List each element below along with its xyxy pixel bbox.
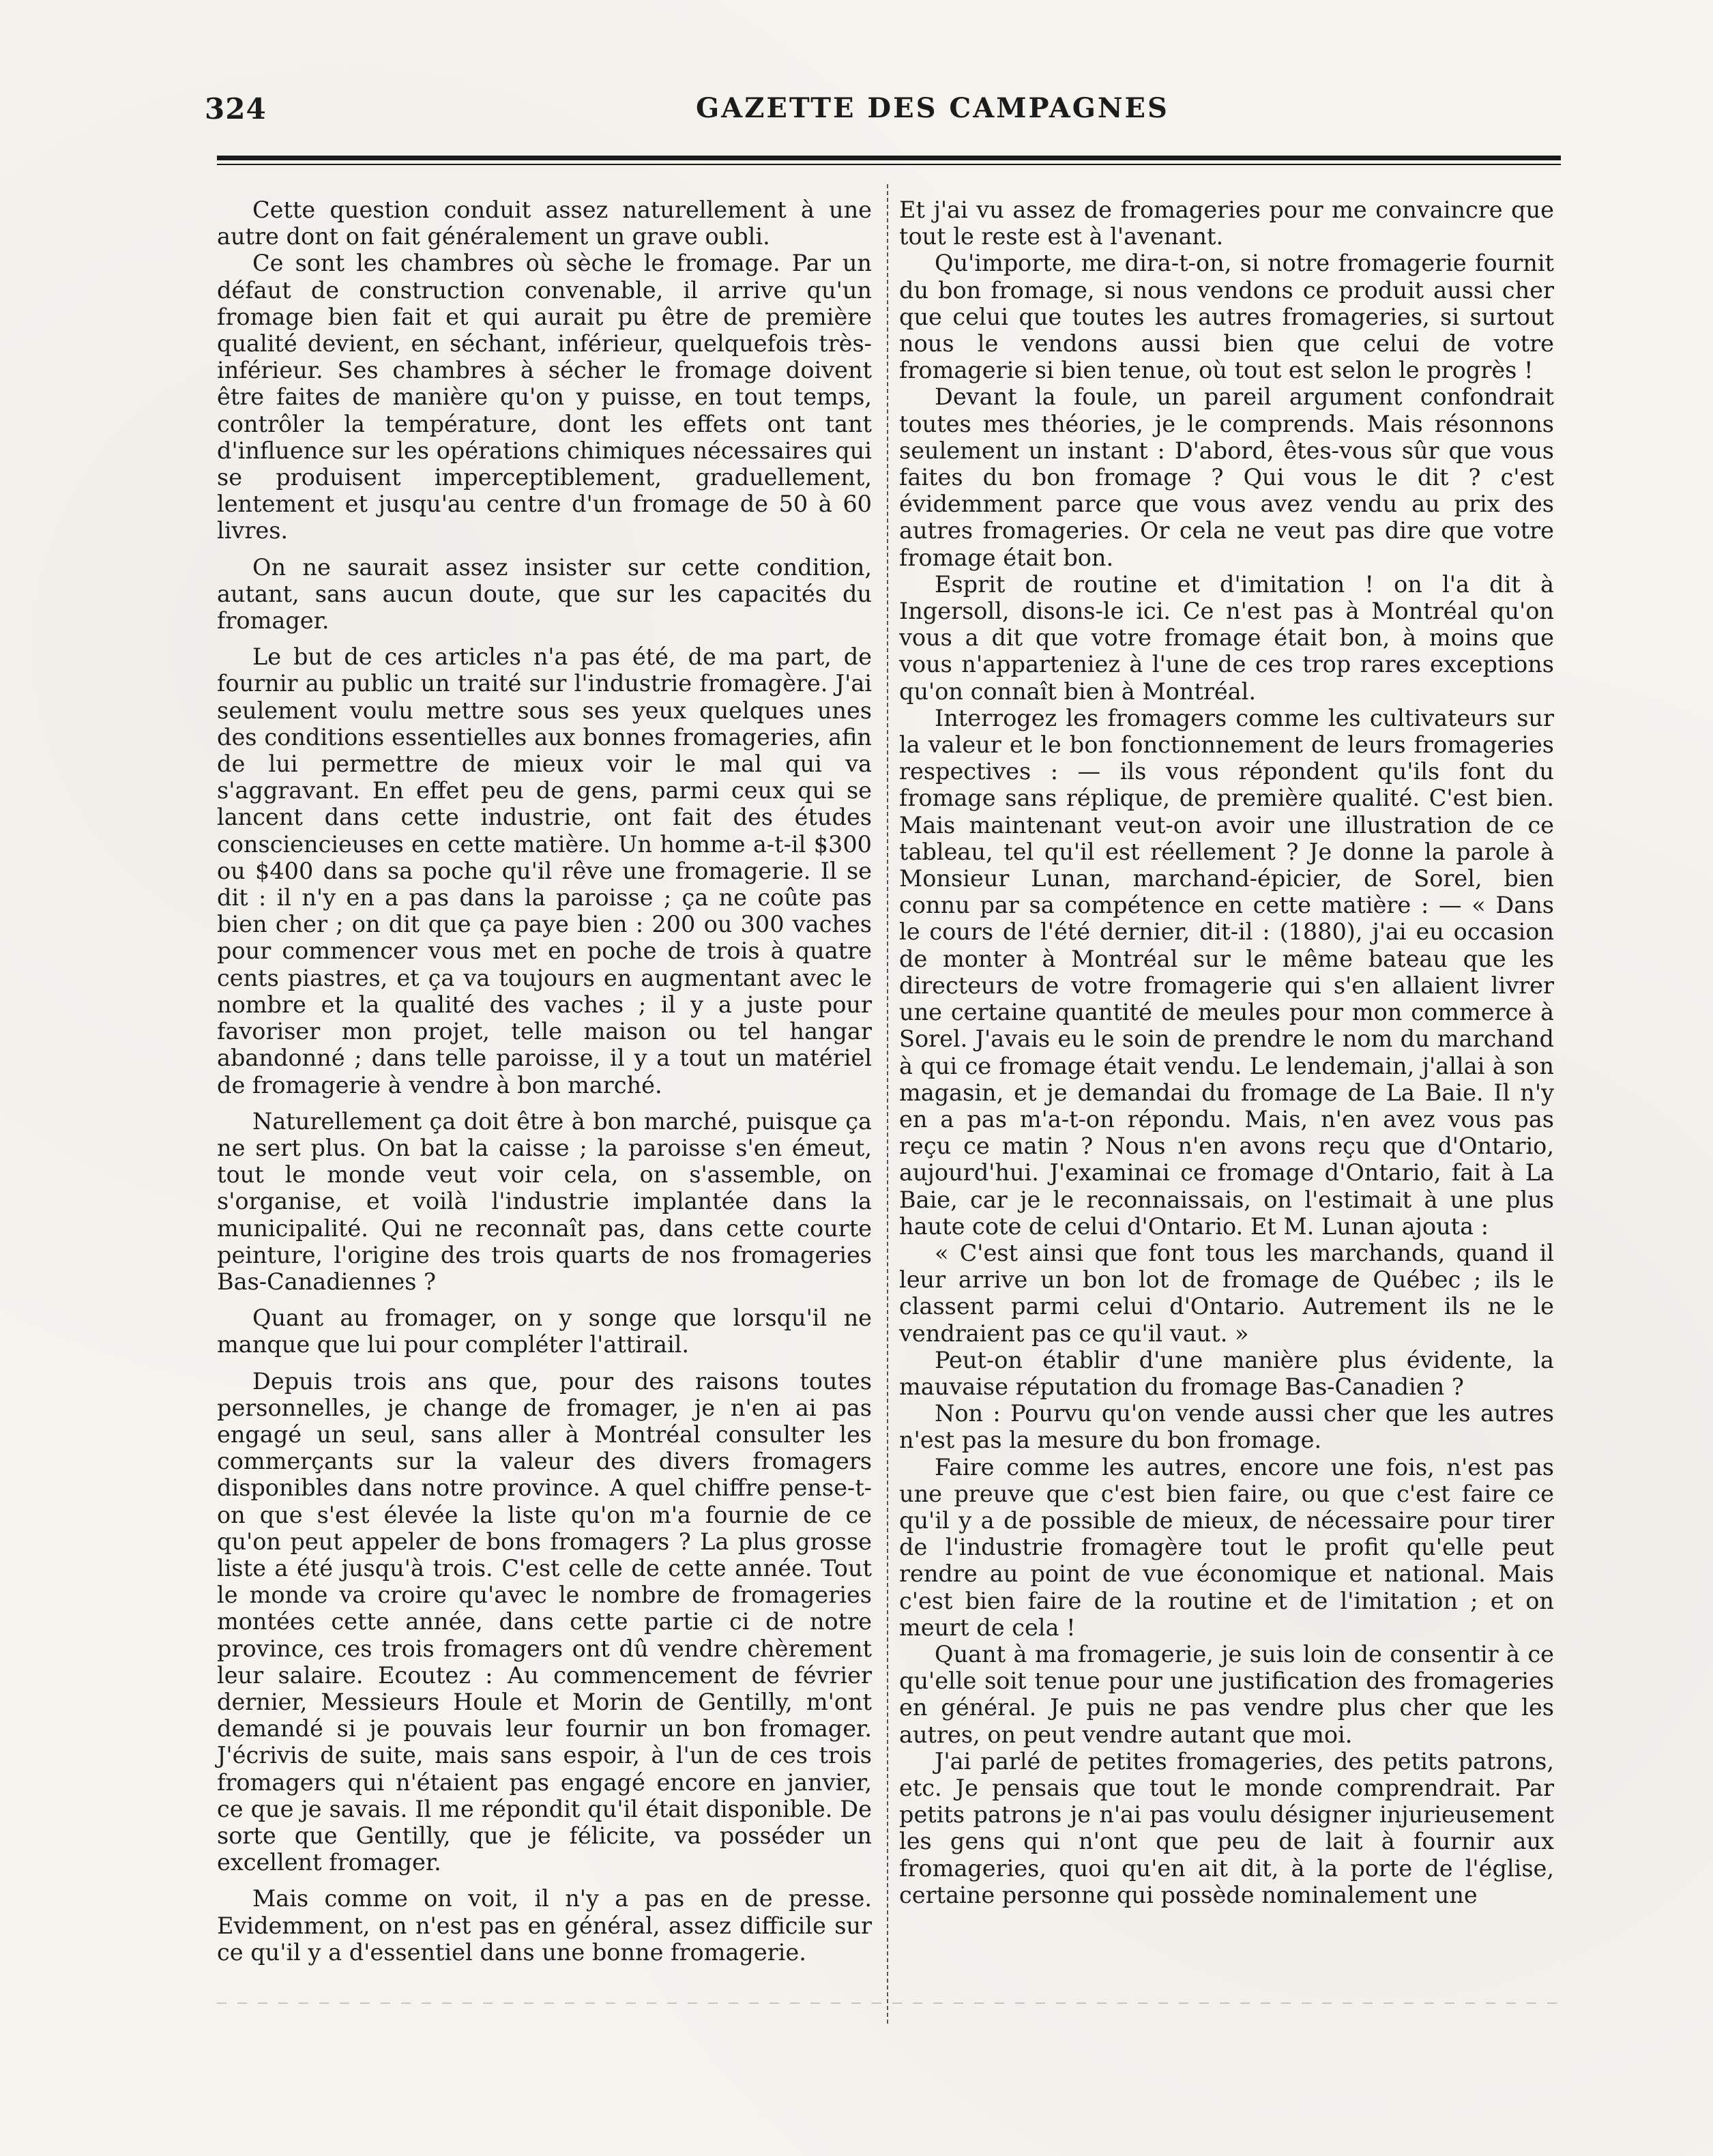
page-header <box>205 92 1569 133</box>
header-rule-thin <box>217 164 1561 165</box>
paragraph: Le but de ces articles n'a pas été, de ma part, de fournir au public un traité sur l'industrie fromagère. J'ai seulement voulu mettre sous ses yeux quelques unes des conditions essentielles aux bonnes fromageries, afin de lui permettre de mieux voir le mal qui va s'aggravant. En effet peu de gens, parmi ceux qui se lancent dans cette industrie, ont fait des études consciencieuses en cette matière. Un homme a-t-il $300 ou $400 dans sa poche qu'il rêve une fromagerie. Il se dit : il n'y en a pas dans la paroisse ; ça ne coûte pas bien cher ; on dit que ça paye bien : 200 ou 300 vaches pour commencer vous met en poche de trois à quatre cents piastres, et ça va toujours en augmentant avec le nombre et la qualité des vaches ; il y a juste pour favoriser mon projet, telle maison ou tel hangar abandonné ; dans telle paroisse, il y a tout un matériel de fromagerie à vendre à bon marché. <box>217 643 872 1098</box>
right-column <box>899 196 1554 1908</box>
paragraph: « C'est ainsi que font tous les marchands, quand il leur arrive un bon lot de fromage de Québec ; ils le classent parmi celui d'Ontario. Autrement ils ne le vendraient pas ce qu'il vaut. » <box>899 1239 1554 1347</box>
paragraph: Naturellement ça doit être à bon marché, puisque ça ne sert plus. On bat la caisse ; la paroisse s'en émeut, tout le monde veut voir cela, on s'assemble, on s'organise, et voilà l'industrie implantée dans la municipalité. Qui ne reconnaît pas, dans cette courte peinture, l'origine des trois quarts de nos fromageries Bas-Canadiennes ? <box>217 1107 872 1295</box>
paragraph: Ce sont les chambres où sèche le fromage. Par un défaut de construction convenable, il arrive qu'un fromage bien fait et qui aurait pu être de première qualité devient, en séchant, inférieur, quelquefois très-inférieur. Ses chambres à sécher le fromage doivent être faites de manière qu'on y puisse, en tout temps, contrôler la température, dont les effets ont tant d'influence sur les opérations chimiques nécessaires qui se produisent imperceptiblement, graduellement, lentement et jusqu'au centre d'un fromage de 50 à 60 livres. <box>217 250 872 544</box>
paragraph: Faire comme les autres, encore une fois, n'est pas une preuve que c'est bien faire, ou que c'est faire ce qu'il y a de possible de mieux, de nécessaire pour tirer de l'industrie fromagère tout le profit qu'elle peut rendre au point de vue économique et national. Mais c'est bien faire de la routine et de l'imitation ; et on meurt de cela ! <box>899 1453 1554 1641</box>
paragraph: Et j'ai vu assez de fromageries pour me convaincre que tout le reste est à l'avenant. <box>899 196 1554 250</box>
paragraph: Qu'importe, me dira-t-on, si notre fromagerie fournit du bon fromage, si nous vendons ce produit aussi cher que celui que toutes les autres fromageries, si surtout nous le vendons aussi bien que celui de votre fromagerie si bien tenue, où tout est selon le progrès ! <box>899 250 1554 384</box>
paragraph: Devant la foule, un pareil argument confondrait toutes mes théories, je le comprends. Mais résonnons seulement un instant : D'abord, êtes-vous sûr que vous faites du bon fromage ? Qui vous le dit ? c'est évidemment parce que vous avez vendu au prix des autres fromageries. Or cela ne veut pas dire que votre fromage était bon. <box>899 383 1554 571</box>
paragraph: J'ai parlé de petites fromageries, des petits patrons, etc. Je pensais que tout le monde comprendrait. Par petits patrons je n'ai pas voulu désigner injurieusement les gens qui n'ont que peu de lait à fournir aux fromageries, quoi qu'en ait dit, à la porte de l'église, certaine personne qui possède nominalement une <box>899 1747 1554 1908</box>
column-divider <box>887 184 888 2026</box>
paragraph: Cette question conduit assez naturellement à une autre dont on fait généralement un grave oubli. <box>217 196 872 250</box>
paragraph: Peut-on établir d'une manière plus évidente, la mauvaise réputation du fromage Bas-Canadien ? <box>899 1346 1554 1400</box>
header-rule-thick <box>217 156 1561 160</box>
paragraph: Esprit de routine et d'imitation ! on l'a dit à Ingersoll, disons-le ici. Ce n'est pas à Montréal qu'on vous a dit que votre fromage était bon, à moins que vous n'apparteniez à l'une de ces trop rares exceptions qu'on connaît bien à Montréal. <box>899 570 1554 705</box>
page-number: 324 <box>205 92 267 126</box>
paragraph: On ne saurait assez insister sur cette condition, autant, sans aucun doute, que sur les capacités du fromager. <box>217 553 872 635</box>
paragraph: Depuis trois ans que, pour des raisons toutes personnelles, je change de fromager, je n'en ai pas engagé un seul, sans aller à Montréal consulter les commerçants sur la valeur des divers fromagers disponibles dans notre province. A quel chiffre pense-t-on que s'est élevée la liste qu'on m'a fournie de ce qu'on peut appeler de bons fromagers ? La plus grosse liste a été jusqu'à trois. C'est celle de cette année. Tout le monde va croire qu'avec le nombre de fromageries montées cette année, dans cette partie ci de notre province, ces trois fromagers ont dû vendre chèrement leur salaire. Ecoutez : Au commencement de février dernier, Messieurs Houle et Morin de Gentilly, m'ont demandé si je pouvais leur fournir un bon fromager. J'écrivis de suite, mais sans espoir, à l'un de ces trois fromagers qui n'étaient pas engagé encore en janvier, ce que je savais. Il me répondit qu'il était disponible. De sorte que Gentilly, que je félicite, va posséder un excellent fromager. <box>217 1367 872 1876</box>
paragraph: Interrogez les fromagers comme les cultivateurs sur la valeur et le bon fonctionnement de leurs fromageries respectives : — ils vous répondent qu'ils font du fromage sans réplique, de première qualité. C'est bien. Mais maintenant veut-on avoir une illustration de ce tableau, tel qu'il est réellement ? Je donne la parole à Monsieur Lunan, marchand-épicier, de Sorel, bien connu par sa compétence en cette matière : — « Dans le cours de l'été dernier, dit-il : (1880), j'ai eu occasion de monter à Montréal sur le même bateau que les directeurs de votre fromagerie qui s'en allaient livrer une certaine quantité de meules pour mon commerce à Sorel. J'avais eu le soin de prendre le nom du marchand à qui ce fromage était vendu. Le lendemain, j'allai à son magasin, et je demandai du fromage de La Baie. Il n'y en a pas m'a-t-on répondu. Mais, n'en avez vous pas reçu ce matin ? Nous n'en avons reçu que d'Ontario, aujourd'hui. J'examinai ce fromage d'Ontario, fait à La Baie, car je le reconnaissais, on l'estimait à une plus haute cote de celui d'Ontario. Et M. Lunan ajouta : <box>899 704 1554 1240</box>
paragraph: Non : Pourvu qu'on vende aussi cher que les autres n'est pas la mesure du bon fromage. <box>899 1400 1554 1454</box>
running-title: GAZETTE DES CAMPAGNES <box>696 92 1169 124</box>
left-column <box>217 196 872 1966</box>
paragraph: Quant au fromager, on y songe que lorsqu'il ne manque que lui pour compléter l'attirail. <box>217 1305 872 1358</box>
bleed-through-smudge <box>217 2002 1568 2004</box>
paragraph: Mais comme on voit, il n'y a pas en de presse. Evidemment, on n'est pas en général, assez difficile sur ce qu'il y a d'essentiel dans une bonne fromagerie. <box>217 1885 872 1966</box>
paragraph: Quant à ma fromagerie, je suis loin de consentir à ce qu'elle soit tenue pour une justification des fromageries en général. Je puis ne pas vendre plus cher que les autres, on peut vendre autant que moi. <box>899 1640 1554 1748</box>
